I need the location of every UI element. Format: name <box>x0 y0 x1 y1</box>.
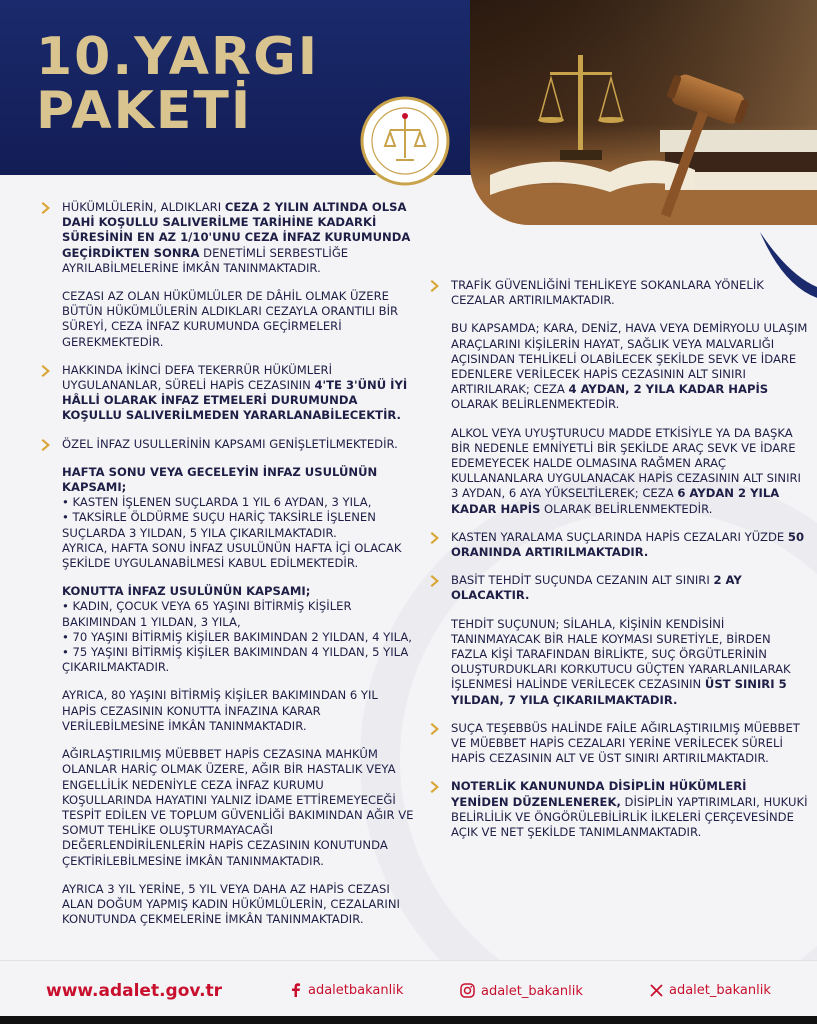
text: ALKOL VEYA UYUŞTURUCU MADDE ETKİSİYLE YA DA BAŞKA BİR NEDENLE EMNİYETLİ BİR ŞEKİLDE ARAÇ SEVK VE İDARE EDEMEYECEK HALDE OLMASINA RAĞMEN ARAÇ KULLANANLARA UYGULANACAK HAPİS CEZASININ ALT SINIRI 3 AYDAN, 6 AYA YÜKSELTİLEREK; CEZA <box>451 425 801 501</box>
x-link[interactable] <box>650 983 771 998</box>
chevron-right-icon <box>429 780 443 794</box>
chevron-right-icon <box>429 574 443 588</box>
bold-text: ÜST SINIRI 5 YILDAN, 7 YILA ÇIKARILMAKTADIR. <box>451 677 787 707</box>
item-text <box>451 426 808 517</box>
ministry-emblem-icon <box>360 96 450 186</box>
item-text <box>62 465 414 571</box>
item-text <box>62 437 414 452</box>
bold-text: 50 ORANINDA ARTIRILMAKTADIR. <box>451 529 805 560</box>
chevron-right-icon <box>40 364 54 378</box>
item-text <box>451 721 808 767</box>
x-handle: adalet_bakanlik <box>669 983 771 998</box>
item-text <box>62 688 414 734</box>
paragraph <box>34 584 414 675</box>
bold-text: HAFTA SONU VEYA GECELEYİN İNFAZ USULÜNÜN KAPSAMI; <box>62 464 378 495</box>
facebook-link[interactable] <box>290 983 403 998</box>
gavel-and-scales-photo <box>470 0 817 225</box>
text: BU KAPSAMDA; KARA, DENİZ, HAVA VEYA DEMİRYOLU ULAŞIM ARAÇLARINI KİŞİLERİN HAYAT, SAĞLIK VEYA MALVARLIĞI AÇISINDAN TEHLİKELİ OLABİLECEK ŞEKİLDE SEVK VE İDARE EDENLERE VERİLECEK HAPİS CEZASININ ALT SINIRI ARTIRILARAK; CEZA <box>451 321 808 397</box>
facebook-handle: adaletbakanlik <box>308 983 404 998</box>
paragraph <box>423 426 808 517</box>
text: ÖZEL İNFAZ USULLERİNİN KAPSAMI GENİŞLETİLMEKTEDİR. <box>62 436 398 451</box>
chevron-right-icon <box>40 438 54 452</box>
item-text <box>62 363 414 424</box>
title-line-2: PAKETİ <box>36 81 253 141</box>
text: OLARAK BELİRLENMEKTEDİR. <box>540 501 713 516</box>
footer <box>0 960 817 1024</box>
page-title <box>36 27 320 141</box>
item-text <box>451 779 808 840</box>
text: HÜKÜMLÜLERİN, ALDIKLARI <box>62 200 225 214</box>
bullet-item <box>423 721 808 767</box>
left-column <box>34 200 414 940</box>
bullet-item <box>423 530 808 560</box>
bullet-item <box>423 278 808 308</box>
item-text <box>62 747 414 869</box>
item-text <box>451 321 808 412</box>
item-text <box>62 289 414 350</box>
bold-text: NOTERLİK KANUNUNDA DİSİPLİN HÜKÜMLERİ YENİDEN DÜZENLENEREK, <box>451 779 747 809</box>
bullet-item <box>34 437 414 452</box>
item-text <box>62 200 414 276</box>
chevron-right-icon <box>429 531 443 545</box>
right-column <box>423 278 808 853</box>
item-text <box>62 882 414 928</box>
text: CEZASI AZ OLAN HÜKÜMLÜLER DE DÂHİL OLMAK ÜZERE BÜTÜN HÜKÜMLÜLERİN ALDIKLARI CEZAYLA ORANTILI BİR SÜREYİ, CEZA İNFAZ KURUMUNDA GEÇİRMELERİ GEREKMEKTEDİR. <box>62 289 399 349</box>
instagram-handle: adalet_bakanlik <box>481 984 583 999</box>
text: DENETİMLİ SERBESTLİĞE AYRILABİLMELERİNE İMKÂN TANINMAKTADIR. <box>62 245 349 275</box>
text: HAKKINDA İKİNCİ DEFA TEKERRÜR HÜKÜMLERİ UYGULANANLAR, SÜRELİ HAPİS CEZASININ <box>62 362 332 393</box>
text: AĞIRLAŞTIRILMIŞ MÜEBBET HAPİS CEZASINA MAHKÛM OLANLAR HARİÇ OLMAK ÜZERE, AĞIR BİR HASTALIK VEYA ENGELLİLİK NEDENİYLE CEZA İNFAZ KURUMU KOŞULLARINDA HAYATINI YALNIZ İDAME ETTİREMEYECEĞİ TESPİT EDİLEN VE TOPLUM GÜVENLİĞİ BAKIMINDAN AĞIR VE SOMUT TEHLİKE OLUŞTURMAYACAĞI DEĞERLENDİRİLENLERİN HAPİS CEZASININ KONUTUNDA ÇEKTİRİLEBİLMESİNE İMKÂN TANINMAKTADIR. <box>62 747 414 868</box>
paragraph <box>423 321 808 412</box>
item-text <box>451 573 808 603</box>
text: • 70 YAŞINI BİTİRMİŞ KİŞİLER BAKIMINDAN 2 YILDAN, 4 YILA, <box>62 629 412 644</box>
text: SUÇA TEŞEBBÜS HALİNDE FAİLE AĞIRLAŞTIRILMIŞ MÜEBBET VE MÜEBBET HAPİS CEZALARI YERİNE VERİLECEK SÜRELİ HAPİS CEZASININ ALT VE ÜST SINIRI ARTIRILMAKTADIR. <box>451 720 800 766</box>
text: DİSİPLİN YAPTIRIMLARI, HUKUKİ BELİRLİLİK VE ÖNGÖRÜLEBİLİRLİK İLKELERİ ÇERÇEVESİNDE AÇIK VE NET ŞEKİLDE TANIMLANMAKTADIR. <box>451 794 808 840</box>
text: BASİT TEHDİT SUÇUNDA CEZANIN ALT SINIRI <box>451 573 714 588</box>
chevron-right-icon <box>429 279 443 293</box>
text: TEHDİT SUÇUNUN; SİLAHLA, KİŞİNİN KENDİSİNİ TANINMAYACAK BİR HALE KOYMASI SURETİYLE, BİRDEN FAZLA KİŞİ TARAFINDAN BİRLİKTE, SUÇ ÖRGÜTLERİNİN OLUŞTURDUKLARI KORKUTUCU GÜÇTEN YARARLANILARAK İŞLENMESİ HALİNDE VERİLECEK CEZASININ <box>451 616 791 692</box>
title-line-1: 10.YARGI <box>36 27 320 87</box>
paragraph <box>34 465 414 571</box>
text: • 75 YAŞINI BİTİRMİŞ KİŞİLER BAKIMINDAN 4 YILDAN, 5 YILA ÇIKARILMAKTADIR. <box>62 645 409 675</box>
bottom-bar <box>0 1016 817 1024</box>
item-text <box>62 584 414 675</box>
text: TRAFİK GÜVENLİĞİNİ TEHLİKEYE SOKANLARA YÖNELİK CEZALAR ARTIRILMAKTADIR. <box>451 278 764 308</box>
x-icon <box>650 984 663 997</box>
item-text <box>451 278 808 308</box>
text: OLARAK BELİRLENMEKTEDİR. <box>451 397 620 412</box>
bullet-item <box>34 200 414 276</box>
text: • KASTEN İŞLENEN SUÇLARDA 1 YIL 6 AYDAN, 3 YILA, <box>62 495 372 510</box>
bold-text: 2 AY OLACAKTIR. <box>451 573 742 603</box>
bullet-item <box>34 363 414 424</box>
paragraph <box>34 747 414 869</box>
paragraph <box>423 617 808 708</box>
paragraph <box>34 289 414 350</box>
bold-text: 6 AYDAN 2 YILA KADAR HAPİS <box>451 486 780 516</box>
text: • TAKSİRLE ÖLDÜRME SUÇU HARİÇ TAKSİRLE İŞLENEN SUÇLARDA 3 YILDAN, 5 YILA ÇIKARILMAKTADIR. <box>62 510 376 540</box>
text: AYRICA, HAFTA SONU İNFAZ USULÜNÜN HAFTA İÇİ OLACAK ŞEKİLDE UYGULANABİLMESİ KABUL EDİLMEKTEDİR. <box>62 540 402 571</box>
bold-text: KONUTTA İNFAZ USULÜNÜN KAPSAMI; <box>62 584 311 599</box>
website-link[interactable]: www.adalet.gov.tr <box>46 981 223 1001</box>
facebook-icon <box>290 983 302 997</box>
item-text <box>451 617 808 708</box>
bullet-item <box>423 779 808 840</box>
text: • KADIN, ÇOCUK VEYA 65 YAŞINI BİTİRMİŞ KİŞİLER BAKIMINDAN 1 YILDAN, 3 YILA, <box>62 599 352 629</box>
bold-text: 4'TE 3'ÜNÜ İYİ HÂLLİ OLARAK İNFAZ ETMELERİ DURUMUNDA KOŞULLU SALIVERİLMEDEN YARARLANABİLECEKTİR. <box>62 378 408 423</box>
instagram-icon <box>460 983 475 998</box>
paragraph <box>34 882 414 928</box>
text: AYRICA 3 YIL YERİNE, 5 YIL VEYA DAHA AZ HAPİS CEZASI ALAN DOĞUM YAPMIŞ KADIN HÜKÜMLÜLERİN, CEZALARINI KONUTUNDA ÇEKMELERİNE İMKÂN TANINMAKTADIR. <box>62 881 400 927</box>
bullet-item <box>423 573 808 603</box>
text: AYRICA, 80 YAŞINI BİTİRMİŞ KİŞİLER BAKIMINDAN 6 YIL HAPİS CEZASININ KONUTTA İNFAZINA KARAR VERİLEBİLMESİNE İMKÂN TANINMAKTADIR. <box>62 688 378 733</box>
bold-text: 4 AYDAN, 2 YILA KADAR HAPİS <box>568 382 769 397</box>
chevron-right-icon <box>429 722 443 736</box>
text: KASTEN YARALAMA SUÇLARINDA HAPİS CEZALARI YÜZDE <box>451 529 788 544</box>
chevron-right-icon <box>40 201 54 215</box>
paragraph <box>34 688 414 734</box>
instagram-link[interactable] <box>460 983 583 999</box>
bold-text: CEZA 2 YILIN ALTINDA OLSA DAHİ KOŞULLU SALIVERİLME TARİHİNE KADARKİ SÜRESİNİN EN AZ 1/10'UNU CEZA İNFAZ KURUMUNDA GEÇİRDİKTEN SONRA <box>62 200 411 260</box>
item-text <box>451 530 808 560</box>
